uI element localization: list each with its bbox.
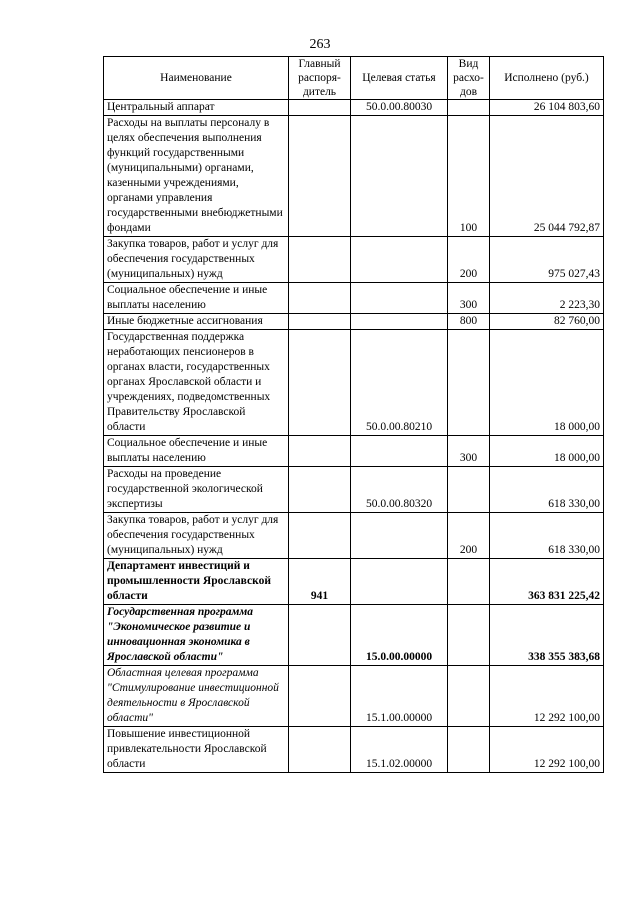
cell-amount: 82 760,00 (490, 314, 604, 330)
cell-name: Закупка товаров, работ и услуг для обеспечения государственных (муниципальных) нужд (104, 513, 289, 559)
cell-item (351, 237, 448, 283)
cell-type: 300 (448, 436, 490, 467)
page-number: 263 (309, 37, 331, 52)
cell-name: Расходы на проведение государственной экологической экспертизы (104, 467, 289, 513)
cell-admin (289, 283, 351, 314)
cell-name: Расходы на выплаты персоналу в целях обеспечения выполнения функций государственными (муниципальными) органами, казенными учреждениями, органами управления государственными внебюджетными фондами (104, 116, 289, 237)
table-row (104, 559, 604, 605)
header-item: Целевая статья (351, 57, 448, 100)
cell-amount: 26 104 803,60 (490, 100, 604, 116)
cell-amount: 12 292 100,00 (490, 727, 604, 773)
cell-item (351, 283, 448, 314)
table-row (104, 314, 604, 330)
cell-type: 100 (448, 116, 490, 237)
cell-admin (289, 330, 351, 436)
table-row (104, 100, 604, 116)
cell-item: 15.0.00.00000 (351, 605, 448, 666)
header-type: Вид расхо-дов (448, 57, 490, 100)
cell-amount: 12 292 100,00 (490, 666, 604, 727)
cell-name: Закупка товаров, работ и услуг для обеспечения государственных (муниципальных) нужд (104, 237, 289, 283)
cell-name: Социальное обеспечение и иные выплаты населению (104, 436, 289, 467)
cell-amount: 363 831 225,42 (490, 559, 604, 605)
cell-amount: 2 223,30 (490, 283, 604, 314)
cell-admin (289, 605, 351, 666)
cell-type: 200 (448, 237, 490, 283)
table-row (104, 666, 604, 727)
cell-amount: 25 044 792,87 (490, 116, 604, 237)
cell-name: Департамент инвестиций и промышленности Ярославской области (104, 559, 289, 605)
header-amount: Исполнено (руб.) (490, 57, 604, 100)
cell-name: Повышение инвестиционной привлекательности Ярославской области (104, 727, 289, 773)
table-row (104, 330, 604, 436)
cell-type (448, 467, 490, 513)
header-row (104, 57, 604, 100)
cell-item: 50.0.00.80030 (351, 100, 448, 116)
cell-name: Социальное обеспечение и иные выплаты населению (104, 283, 289, 314)
cell-type (448, 330, 490, 436)
cell-item (351, 436, 448, 467)
cell-type (448, 605, 490, 666)
cell-item: 15.1.00.00000 (351, 666, 448, 727)
cell-type (448, 559, 490, 605)
table-body (104, 100, 604, 773)
table-row (104, 727, 604, 773)
table-row (104, 283, 604, 314)
table-row (104, 116, 604, 237)
cell-type (448, 100, 490, 116)
cell-type: 800 (448, 314, 490, 330)
cell-name: Государственная поддержка неработающих пенсионеров в органах власти, государственных органах Ярославской области и учреждениях, подведомственных Правительству Ярославской области (104, 330, 289, 436)
cell-name: Государственная программа "Экономическое развитие и инновационная экономика в Ярославской области" (104, 605, 289, 666)
cell-type: 300 (448, 283, 490, 314)
table-row (104, 605, 604, 666)
cell-type (448, 727, 490, 773)
cell-admin (289, 436, 351, 467)
cell-admin (289, 100, 351, 116)
cell-admin (289, 727, 351, 773)
cell-name: Областная целевая программа "Стимулирование инвестиционной деятельности в Ярославской области" (104, 666, 289, 727)
budget-table (103, 56, 604, 773)
cell-admin (289, 467, 351, 513)
cell-amount: 338 355 383,68 (490, 605, 604, 666)
table-row (104, 467, 604, 513)
cell-item (351, 513, 448, 559)
header-name: Наименование (104, 57, 289, 100)
cell-admin: 941 (289, 559, 351, 605)
table-header (104, 57, 604, 100)
cell-item: 50.0.00.80210 (351, 330, 448, 436)
cell-name: Иные бюджетные ассигнования (104, 314, 289, 330)
cell-amount: 618 330,00 (490, 467, 604, 513)
cell-admin (289, 237, 351, 283)
header-admin: Главный распоря-дитель (289, 57, 351, 100)
cell-amount: 18 000,00 (490, 436, 604, 467)
table-row (104, 436, 604, 467)
cell-amount: 975 027,43 (490, 237, 604, 283)
cell-name: Центральный аппарат (104, 100, 289, 116)
table-row (104, 513, 604, 559)
cell-type: 200 (448, 513, 490, 559)
cell-item: 50.0.00.80320 (351, 467, 448, 513)
cell-admin (289, 314, 351, 330)
cell-admin (289, 666, 351, 727)
cell-admin (289, 513, 351, 559)
table-row (104, 237, 604, 283)
cell-admin (289, 116, 351, 237)
cell-item (351, 116, 448, 237)
cell-item (351, 559, 448, 605)
cell-type (448, 666, 490, 727)
cell-amount: 18 000,00 (490, 330, 604, 436)
cell-item (351, 314, 448, 330)
cell-amount: 618 330,00 (490, 513, 604, 559)
cell-item: 15.1.02.00000 (351, 727, 448, 773)
